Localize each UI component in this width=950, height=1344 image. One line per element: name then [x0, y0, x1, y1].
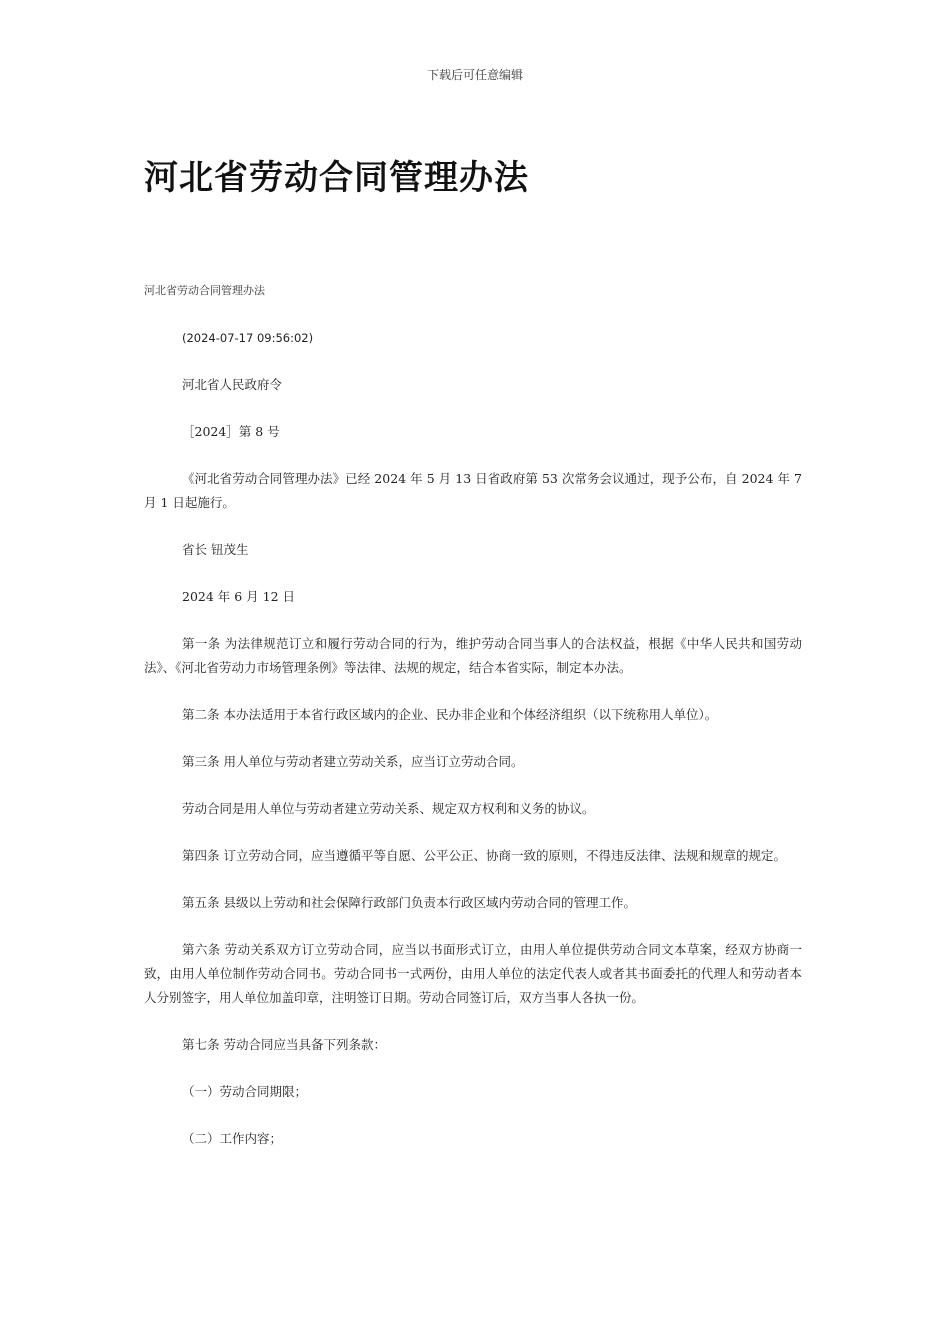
document-title: 河北省劳动合同管理办法	[144, 158, 529, 198]
decree-issuer: 河北省人民政府令	[182, 377, 283, 392]
article-7-item-1: （一）劳动合同期限；	[182, 1084, 308, 1099]
decree-number: ［2024］第 8 号	[182, 424, 280, 439]
article-2: 第二条 本办法适用于本省行政区域内的企业、民办非企业和个体经济组织（以下统称用人单位）。	[182, 707, 718, 722]
document-subtitle: 河北省劳动合同管理办法	[144, 284, 265, 297]
article-3: 第三条 用人单位与劳动者建立劳动关系，应当订立劳动合同。	[182, 754, 524, 769]
document-body	[144, 326, 802, 1174]
header-note: 下载后可任意编辑	[426, 68, 523, 82]
signatory: 省长 钮茂生	[182, 542, 249, 557]
article-5: 第五条 县级以上劳动和社会保障行政部门负责本行政区域内劳动合同的管理工作。	[182, 895, 636, 910]
promulgation-paragraph: 《河北省劳动合同管理办法》已经 2024 年 5 月 13 日省政府第 53 次常务会议通过，现予公布，自 2024 年 7 月 1 日起施行。	[144, 471, 802, 510]
article-7-item-2: （二）工作内容；	[182, 1131, 283, 1146]
article-6: 第六条 劳动关系双方订立劳动合同，应当以书面形式订立，由用人单位提供劳动合同文本草案，经双方协商一致，由用人单位制作劳动合同书。劳动合同书一式两份，由用人单位的法定代表人或者其书面委托的代理人和劳动者本人分别签字，用人单位加盖印章，注明签订日期。劳动合同签订后，双方当事人各执一份。	[144, 942, 802, 1005]
article-3-definition: 劳动合同是用人单位与劳动者建立劳动关系、规定双方权利和义务的协议。	[182, 801, 595, 816]
article-7: 第七条 劳动合同应当具备下列条款：	[182, 1037, 386, 1052]
article-4: 第四条 订立劳动合同，应当遵循平等自愿、公平公正、协商一致的原则，不得违反法律、法规和规章的规定。	[182, 848, 786, 863]
publish-timestamp: (2024-07-17 09:56:02)	[182, 331, 314, 345]
article-1: 第一条 为法律规范订立和履行劳动合同的行为，维护劳动合同当事人的合法权益，根据《中华人民共和国劳动法》、《河北省劳动力市场管理条例》等法律、法规的规定，结合本省实际，制定本办法。	[144, 636, 802, 675]
signing-date: 2024 年 6 月 12 日	[182, 589, 296, 604]
